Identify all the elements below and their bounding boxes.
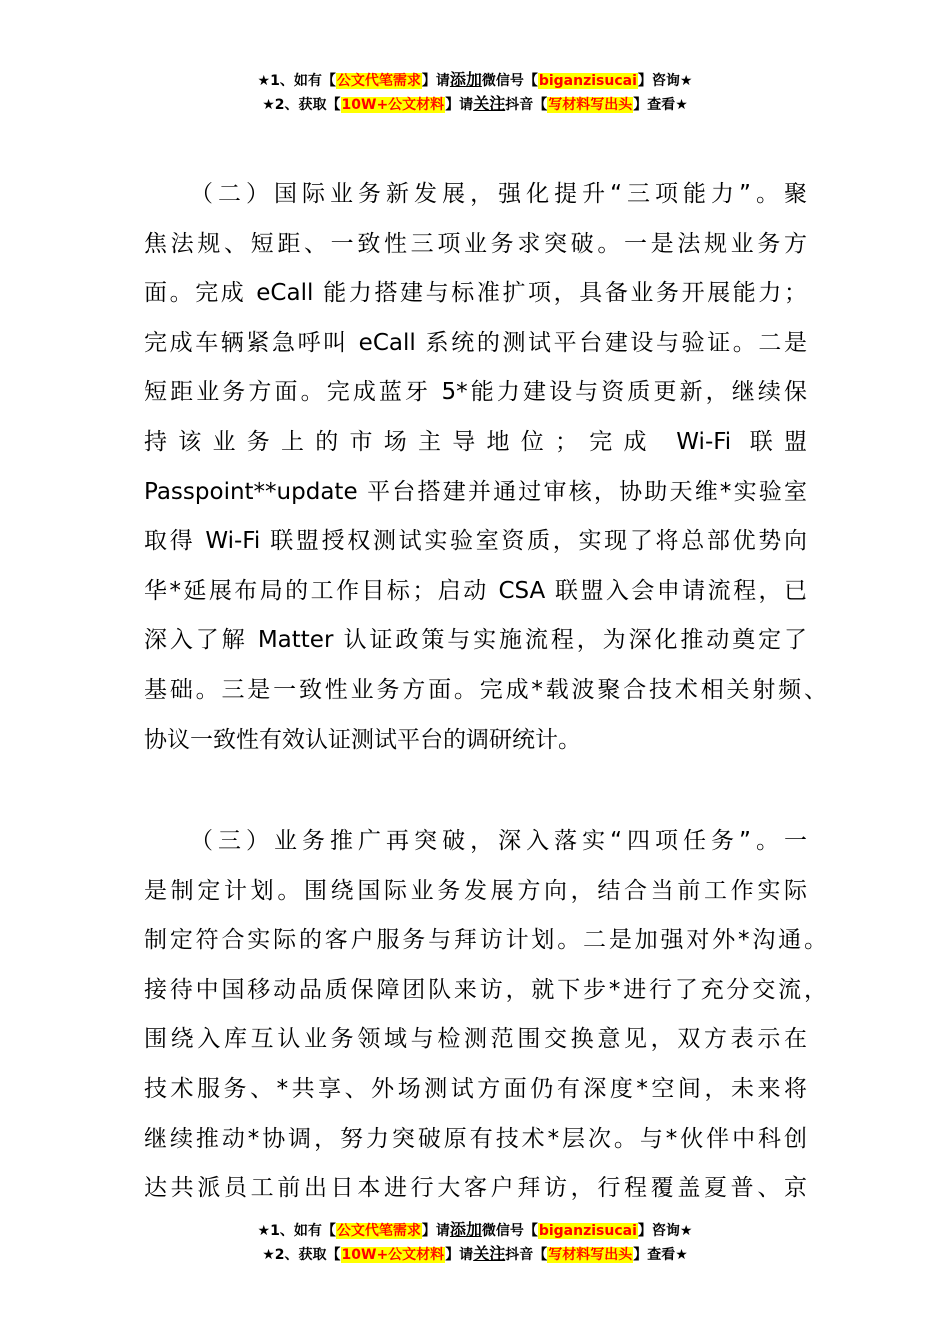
banner-text: ★2、获取【: [262, 1247, 341, 1263]
text-line: 面。完成 eCall 能力搭建与标准扩项，具备业务开展能力；: [144, 280, 807, 307]
text-line: 继续推动*协调，努力突破原有技术*层次。与*伙伴中科创: [144, 1125, 807, 1152]
banner-highlight: 写材料写出头: [548, 97, 633, 113]
text-line: 完成车辆紧急呼叫 eCall 系统的测试平台建设与验证。二是: [144, 329, 807, 356]
banner-text: 】咨询★: [637, 1223, 693, 1239]
text-line: （二）国际业务新发展，强化提升“三项能力”。聚: [190, 181, 807, 207]
text-line: 达共派员工前出日本进行大客户拜访，行程覆盖夏普、京: [144, 1175, 807, 1202]
text-line: 持该业务上的市场主导地位；完成 Wi-Fi 联盟: [144, 428, 807, 455]
banner-highlight: 公文代笔需求: [336, 1223, 421, 1239]
banner-line-2: [0, 92, 950, 116]
text-line: （三）业务推广再突破，深入落实“四项任务”。一: [190, 828, 807, 854]
banner-underline: 添加: [449, 1220, 482, 1239]
text-line: 深入了解 Matter 认证政策与实施流程，为深化推动奠定了: [144, 627, 807, 654]
top-banner: [0, 68, 950, 116]
banner-underline: 关注: [473, 94, 506, 113]
text-line: 华*延展布局的工作目标；启动 CSA 联盟入会申请流程，已: [144, 577, 807, 604]
text-line: 协议一致性有效认证测试平台的调研统计。: [144, 726, 581, 753]
paragraph-business-promotion: [144, 817, 827, 1214]
banner-text: ★1、如有【: [257, 73, 336, 89]
banner-text: 抖音【: [505, 97, 548, 113]
text-line: 制定符合实际的客户服务与拜访计划。二是加强对外*沟通。: [144, 927, 827, 954]
banner-text: 】请: [421, 73, 450, 89]
text-line: 接待中国移动品质保障团队来访，就下步*进行了充分交流，: [144, 976, 827, 1003]
banner-text: 】咨询★: [637, 73, 693, 89]
text-line: 短距业务方面。完成蓝牙 5*能力建设与资质更新，继续保: [144, 379, 807, 406]
text-line: Passpoint**update 平台搭建并通过审核，协助天维*实验室: [144, 478, 807, 505]
banner-underline: 关注: [473, 1244, 506, 1263]
text-line: 技术服务、*共享、外场测试方面仍有深度*空间，未来将: [144, 1075, 807, 1102]
paragraph-international-business: [144, 170, 827, 765]
banner-highlight: 公文代笔需求: [336, 73, 421, 89]
banner-text: 】查看★: [633, 1247, 688, 1263]
banner-underline: 添加: [449, 70, 482, 89]
banner-highlight: biganzisucai: [538, 1223, 637, 1239]
banner-text: 微信号【: [481, 1223, 538, 1239]
banner-text: 】请: [445, 1247, 474, 1263]
banner-highlight: 10W+公文材料: [341, 1247, 445, 1263]
text-line: 围绕入库互认业务领域与检测范围交换意见，双方表示在: [144, 1026, 807, 1053]
text-line: 是制定计划。围绕国际业务发展方向，结合当前工作实际: [144, 877, 807, 904]
text-line: 取得 Wi-Fi 联盟授权测试实验室资质，实现了将总部优势向: [144, 528, 807, 555]
bottom-banner: [0, 1218, 950, 1266]
text-line: 基础。三是一致性业务方面。完成*载波聚合技术相关射频、: [144, 676, 827, 703]
banner-text: 】请: [445, 97, 474, 113]
banner-text: ★1、如有【: [257, 1223, 336, 1239]
banner-highlight: 写材料写出头: [548, 1247, 633, 1263]
banner-line-2: [0, 1242, 950, 1266]
banner-text: ★2、获取【: [262, 97, 341, 113]
banner-text: 】请: [421, 1223, 450, 1239]
banner-highlight: biganzisucai: [538, 73, 637, 89]
banner-text: 微信号【: [481, 73, 538, 89]
banner-text: 】查看★: [633, 97, 688, 113]
text-line: 焦法规、短距、一致性三项业务求突破。一是法规业务方: [144, 230, 807, 257]
banner-line-1: [0, 1218, 950, 1242]
banner-highlight: 10W+公文材料: [341, 97, 445, 113]
banner-line-1: [0, 68, 950, 92]
banner-text: 抖音【: [505, 1247, 548, 1263]
